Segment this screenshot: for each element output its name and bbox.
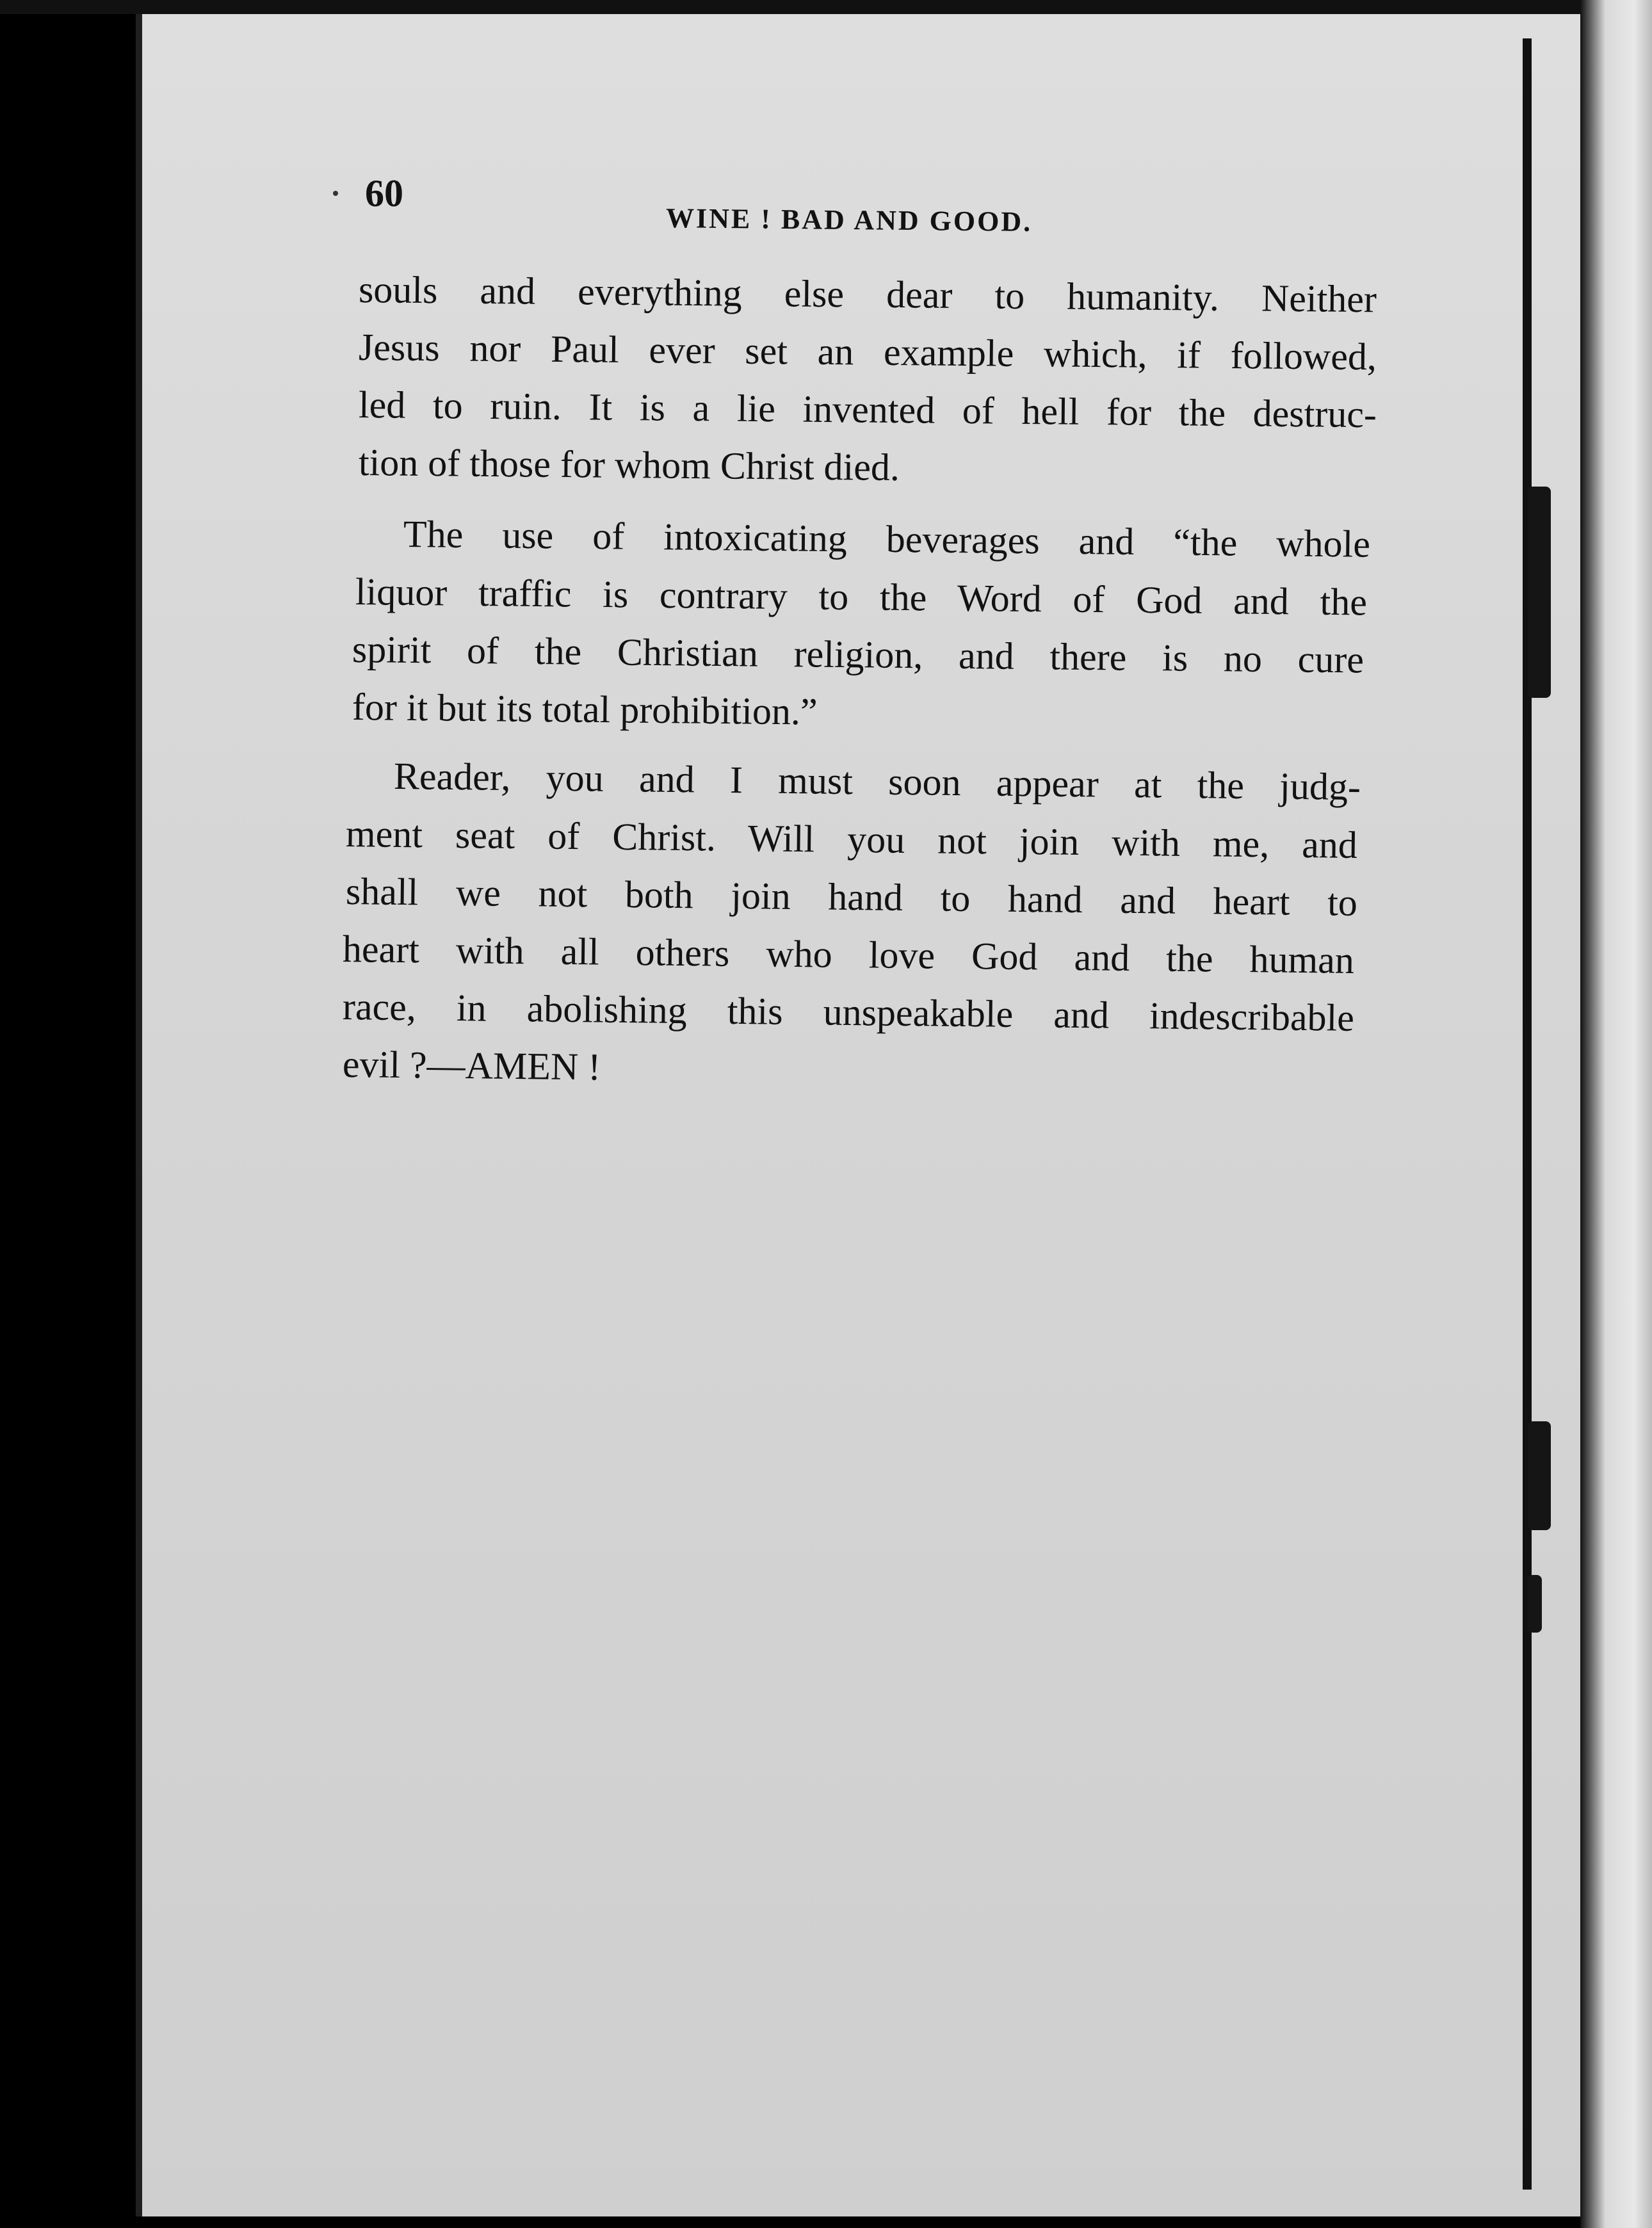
gutter-line <box>1523 38 1532 2190</box>
binding-staple-middle <box>1528 1421 1551 1530</box>
body-line-1: souls and everything else dear to humanity. Neither <box>358 268 1377 321</box>
bleed-through-line <box>301 1191 1389 1242</box>
facing-page-edge <box>1580 0 1652 2228</box>
body-line-5: The use of intoxicating beverages and “the whole <box>403 513 1371 565</box>
body-line-2: Jesus nor Paul ever set an example which, if followed, <box>358 326 1377 378</box>
body-line-9: Reader, you and I must soon appear at the judg- <box>393 755 1361 809</box>
binding-staple-lower <box>1528 1575 1542 1633</box>
scan-top-border <box>0 0 1652 14</box>
body-line-13: race, in abolishing this unspeakable and indescribable <box>342 985 1355 1039</box>
body-line-4: tion of those for whom Christ died. <box>358 441 900 489</box>
body-line-7: spirit of the Christian religion, and there is no cure <box>352 628 1365 681</box>
page-number: 60 <box>365 172 403 214</box>
body-line-14: evil ?—AMEN ! <box>342 1043 601 1088</box>
body-line-8: for it but its total prohibition.” <box>352 686 818 733</box>
running-header: WINE ! BAD AND GOOD. <box>665 202 1033 238</box>
body-line-6: liquor traffic is contrary to the Word of God and the <box>355 570 1368 624</box>
body-line-3: led to ruin. It is a lie invented of hell for the destruc- <box>358 383 1377 436</box>
body-line-11: shall we not both join hand to hand and heart to <box>345 870 1358 924</box>
body-line-12: heart with all others who love God and the human <box>342 928 1355 981</box>
scan-speck <box>333 191 338 196</box>
body-line-10: ment seat of Christ. Will you not join with me, and <box>345 812 1358 866</box>
binding-staple-upper <box>1528 487 1551 698</box>
